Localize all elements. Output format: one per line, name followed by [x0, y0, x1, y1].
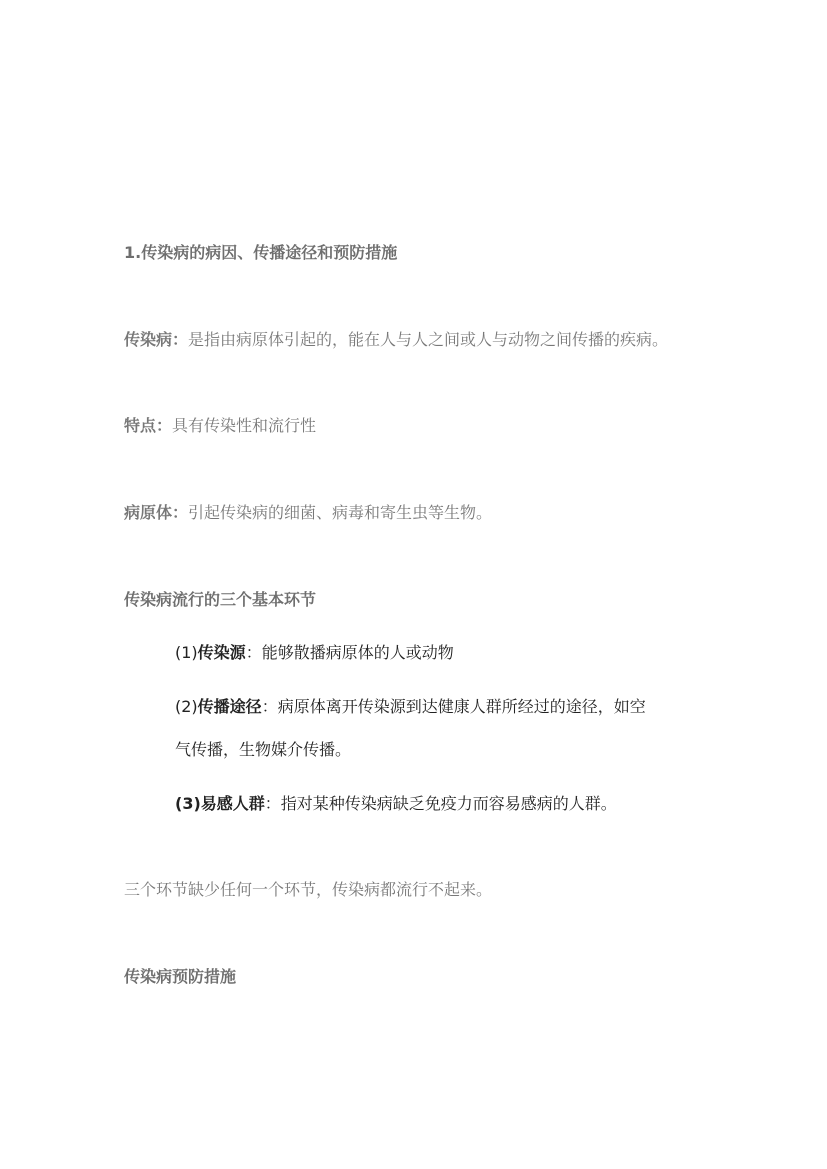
definition-term: 传染病：: [124, 330, 189, 349]
link-item-text: ：能够散播病原体的人或动物: [245, 643, 454, 662]
link-item-text: ：病原体离开传染源到达健康人群所经过的途径，如空: [261, 697, 646, 716]
link-item-term: 传播途径: [197, 697, 262, 716]
link-item-number: (2): [175, 697, 198, 716]
prevention-heading: 传染病预防措施: [124, 967, 237, 986]
link-item-term: 易感人群: [200, 794, 265, 813]
link-item-route: [175, 697, 646, 717]
link-item-number: (1): [175, 643, 198, 662]
link-item-route-continuation: 气传播，生物媒介传播。: [175, 740, 352, 759]
pathogen-text: 引起传染病的细菌、病毒和寄生虫等生物。: [188, 503, 493, 522]
section-title: 1.传染病的病因、传播途径和预防措施: [124, 243, 398, 262]
link-item-source: [175, 643, 454, 663]
summary-paragraph: 三个环节缺少任何一个环节，传染病都流行不起来。: [124, 880, 493, 899]
link-item-term: 传染源: [197, 643, 246, 662]
pathogen-term: 病原体：: [124, 503, 189, 522]
link-item-text: ：指对某种传染病缺乏免疫力而容易感病的人群。: [264, 794, 617, 813]
feature-paragraph: [124, 416, 316, 436]
pathogen-paragraph: [124, 503, 492, 523]
link-item-number: (3): [175, 794, 201, 813]
link-item-susceptible: [175, 794, 617, 814]
three-links-heading: 传染病流行的三个基本环节: [124, 590, 317, 609]
definition-paragraph: [124, 330, 668, 350]
feature-term: 特点：: [124, 416, 173, 435]
feature-text: 具有传染性和流行性: [172, 416, 317, 435]
definition-text: 是指由病原体引起的，能在人与人之间或人与动物之间传播的疾病。: [188, 330, 669, 349]
